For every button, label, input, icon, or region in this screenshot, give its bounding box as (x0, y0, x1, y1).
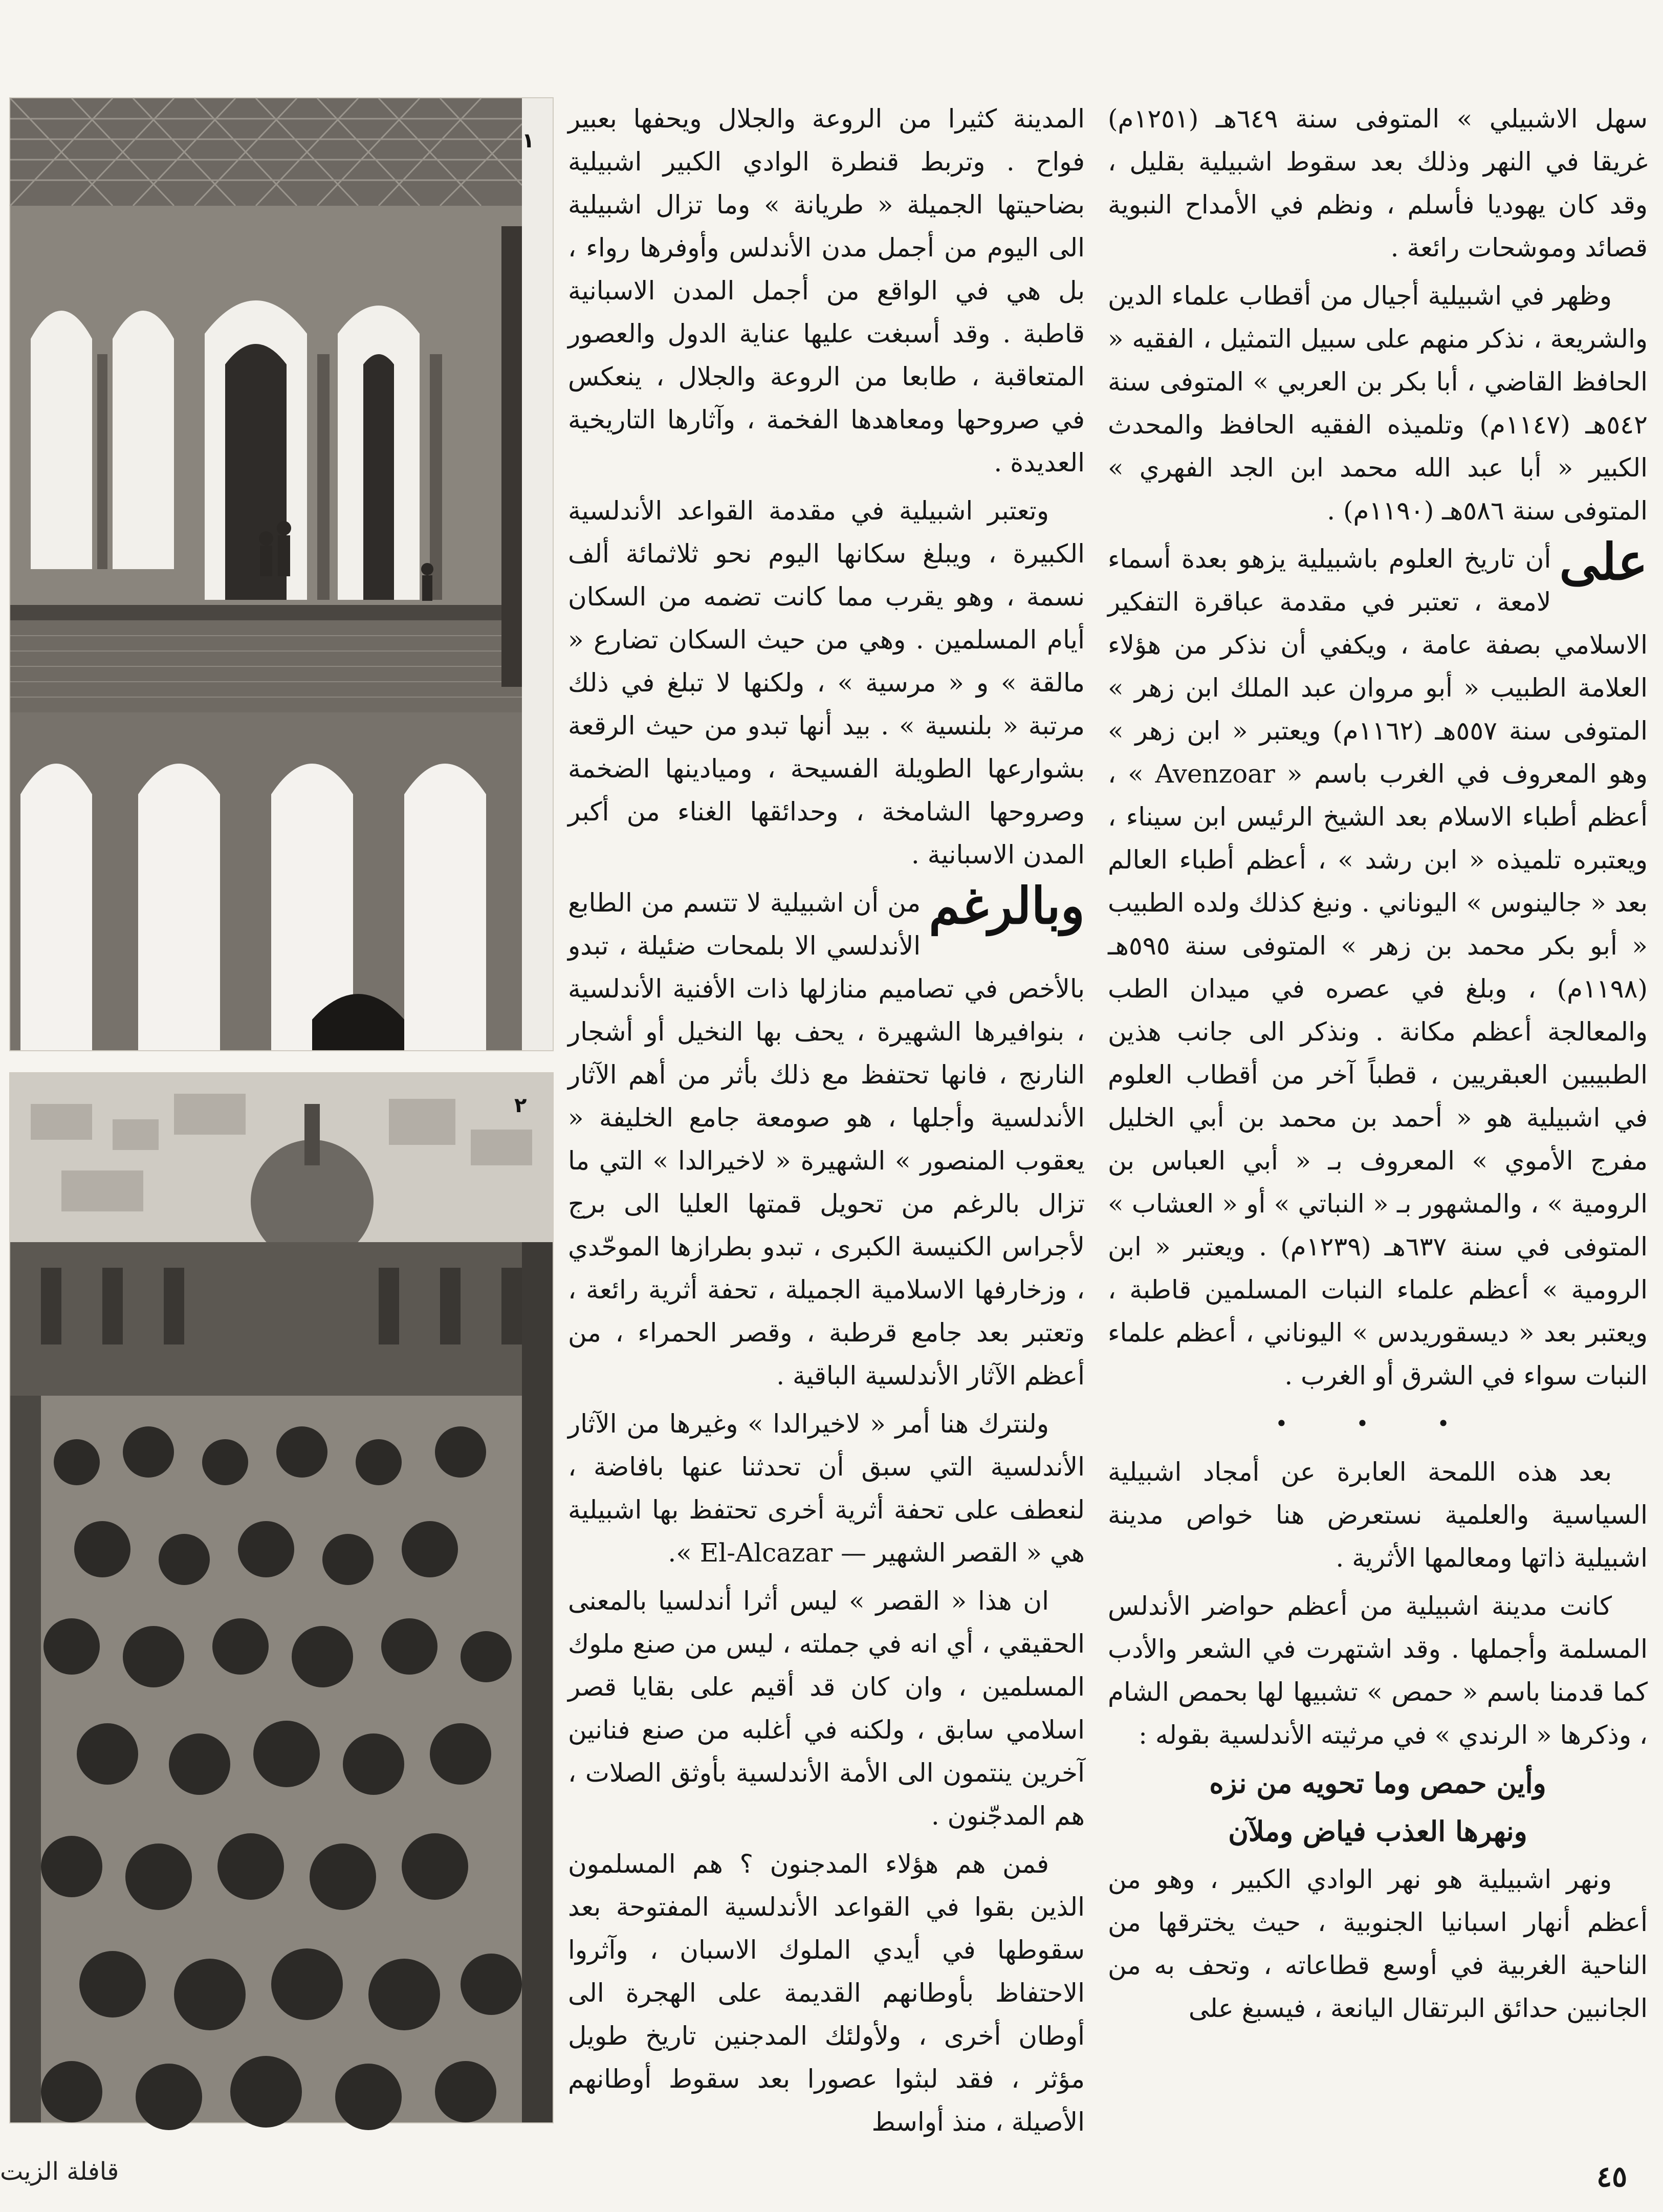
poem-verse: ونهرها العذب فياض وملآن (1228, 1815, 1527, 1848)
paragraph: كانت مدينة اشبيلية من أعظم حواضر الأندلس المسلمة وأجملها . وقد اشتهرت في الشعر والأدب كما قدمنا باسم « حمص » تشبيها لها بحمص الشام ، وذكرها « الرندي » في مرثيته الأندلسية بقوله : (1108, 1591, 1648, 1750)
paragraph: ونهر اشبيلية هو نهر الوادي الكبير ، وهو من أعظم أنهار اسبانيا الجنوبية ، حيث يخترقها من الناحية الغربية في أوسع قطاعاته ، وتحف به من الجانبين حدائق البرتقال اليانعة ، فيسبغ على (1108, 1864, 1648, 2023)
paragraph: سهل الاشبيلي » المتوفى سنة ٦٤٩هـ (١٢٥١م) غريقا في النهر وذلك بعد سقوط اشبيلية بقليل ، وقد كان يهوديا فأسلم ، ونظم في الأمداح النبوية قصائد وموشحات رائعة . (1108, 104, 1648, 263)
paragraph-text: أن تاريخ العلوم باشبيلية يزهو بعدة أسماء لامعة ، تعتبر في مقدمة عباقرة التفكير الاسلامي بصفة عامة ، ويكفي أن نذكر من هؤلاء العلامة الطبيب « أبو مروان عبد الملك ابن زهر » المتوفى سنة ٥٥٧هـ (١١٦٢م) ويعتبر « ابن زهر » وهو المعروف في الغرب باسم « Avenzoar » ، أعظم أطباء الاسلام بعد الشيخ الرئيس ابن سيناء ، ويعتبره تلميذه « ابن رشد » ، أعظم أطباء العالم بعد « جالينوس » اليوناني . ونبغ كذلك ولده الطبيب « أبو بكر محمد بن زهر » المتوفى سنة ٥٩٥هـ (١١٩٨م) ، وبلغ في عصره في ميدان الطب والمعالجة أعظم مكانة . ونذكر الى جانب هذين الطبيبين العبقريين ، قطباً آخر من أقطاب العلوم في اشبيلية هو « أحمد بن محمد بن أبي الخليل مفرج الأموي » المعروف بـ « أبي العباس بن الرومية » ، والمشهور بـ « النباتي » أو « العشاب » المتوفى في سنة ٦٣٧هـ (١٢٣٩م) . ويعتبر « ابن الرومية » أعظم علماء النبات المسلمين قاطبة ، ويعتبر بعد « ديسقوريدس » اليوناني ، أعظم علماء النبات سواء في الشرق أو الغرب . (1108, 544, 1648, 1391)
page-number: ٤٥ (1596, 2160, 1628, 2194)
paragraph-text: من أن اشبيلية لا تتسم من الطابع الأندلسي الا بلمحات ضئيلة ، تبدو بالأخص في تصاميم منازلها ذات الأفنية الأندلسية ، بنوافيرها الشهيرة ، يحف بها النخيل أو أشجار النارنج ، فانها تحتفظ مع ذلك بأثر من أهم الآثار الأندلسية وأجلها ، هو صومعة جامع الخليفة « يعقوب المنصور » الشهيرة « لاخيرالدا » التي ما تزال بالرغم من تحويل قمتها العليا الى برج لأجراس الكنيسة الكبرى ، تبدو بطرازها الموحّدي ، وزخارفها الاسلامية الجميلة ، تحفة أثرية رائعة ، وتعتبر بعد جامع قرطبة ، وقصر الحمراء ، من أعظم الآثار الأندلسية الباقية . (568, 888, 1085, 1391)
aerial-courtyard-image (10, 1073, 553, 2122)
paragraph (568, 877, 1085, 1397)
alcazar-gallery-image (10, 98, 553, 1050)
paragraph: وظهر في اشبيلية أجيال من أقطاب علماء الدين والشريعة ، نذكر منهم على سبيل التمثيل ، الفقيه « الحافظ القاضي ، أبا بكر بن العربي » المتوفى سنة ٥٤٢هـ (١١٤٧م) وتلميذه الفقيه الحافظ والمحدث الكبير « أبا عبد الله محمد ابن الجد الفهري » المتوفى سنة ٥٨٦هـ (١١٩٠م) . (1108, 281, 1648, 526)
paragraph: المدينة كثيرا من الروعة والجلال ويحفها بعبير فواح . وتربط قنطرة الوادي الكبير اشبيلية بضاحيتها الجميلة « طريانة » وما تزال اشبيلية الى اليوم من أجمل مدن الأندلس وأوفرها رواء ، بل هي في الواقع من أجمل المدن الاسبانية قاطبة . وقد أسبغت عليها عناية الدول والعصور المتعاقبة ، طابعا من الروعة والجلال ، ينعكس في صروحها ومعاهدها الفخمة ، وآثارها التاريخية العديدة . (568, 104, 1085, 478)
poem-verse: وأين حمص وما تحويه من نزه (1209, 1767, 1546, 1799)
magazine-name: قافلة الزيت (0, 2157, 119, 2186)
paragraph: فمن هم هؤلاء المدجنون ؟ هم المسلمون الذين بقوا في القواعد الأندلسية المفتوحة بعد سقوطها في أيدي الملوك الاسبان ، وآثروا الاحتفاظ بأوطانهم القديمة على الهجرة الى أوطان أخرى ، ولأولئك المدجنين تاريخ طويل مؤثر ، فقد لبثوا عصورا بعد سقوط أوطانهم الأصيلة ، منذ أواسط (568, 1849, 1085, 2137)
photo-alcazar-gallery (9, 97, 554, 1051)
paragraph: ولنترك هنا أمر « لاخيرالدا » وغيرها من الآثار الأندلسية التي سبق أن تحدثنا عنها بافاضة ، لنعطف على تحفة أثرية أخرى تحتفظ بها اشبيلية هي « القصر الشهير — El-Alcazar ». (568, 1409, 1085, 1568)
paragraph (1108, 533, 1648, 1397)
text-column-right (1108, 97, 1648, 2119)
paragraph: وتعتبر اشبيلية في مقدمة القواعد الأندلسية الكبيرة ، ويبلغ سكانها اليوم نحو ثلاثمائة ألف نسمة ، وهو يقرب مما كانت تضمه من السكان أيام المسلمين . وهي من حيث السكان تضارع « مالقة » و « مرسية » ، ولكنها لا تبلغ في ذلك مرتبة « بلنسية » . بيد أنها تبدو من حيث الرقعة بشوارعها الطويلة الفسيحة ، وميادينها الضخمة وصروحها الشامخة ، وحدائقها الغناء من أكبر المدن الاسبانية . (568, 496, 1085, 870)
photo-number-1: ١ (522, 129, 535, 153)
drop-word: وبالرغم (929, 877, 1085, 936)
paragraph: بعد هذه اللمحة العابرة عن أمجاد اشبيلية السياسية والعلمية نستعرض هنا خواص مدينة اشبيلية ذاتها ومعالمها الأثرية . (1108, 1457, 1648, 1573)
section-divider: • • • (1275, 1411, 1481, 1436)
text-column-left (568, 97, 1085, 2137)
photo-number-2: ٢ (514, 1094, 527, 1117)
paragraph: ان هذا « القصر » ليس أثرا أندلسيا بالمعنى الحقيقي ، أي انه في جملته ، ليس من صنع ملوك المسلمين ، وان كان قد أقيم على بقايا قصر اسلامي سابق ، ولكنه في أغلبه من صنع فنانين آخرين ينتمون الى الأمة الأندلسية بأوثق الصلات ، هم المدجّنون . (568, 1586, 1085, 1831)
drop-word: على (1559, 533, 1648, 592)
photo-aerial-courtyard (9, 1072, 554, 2123)
